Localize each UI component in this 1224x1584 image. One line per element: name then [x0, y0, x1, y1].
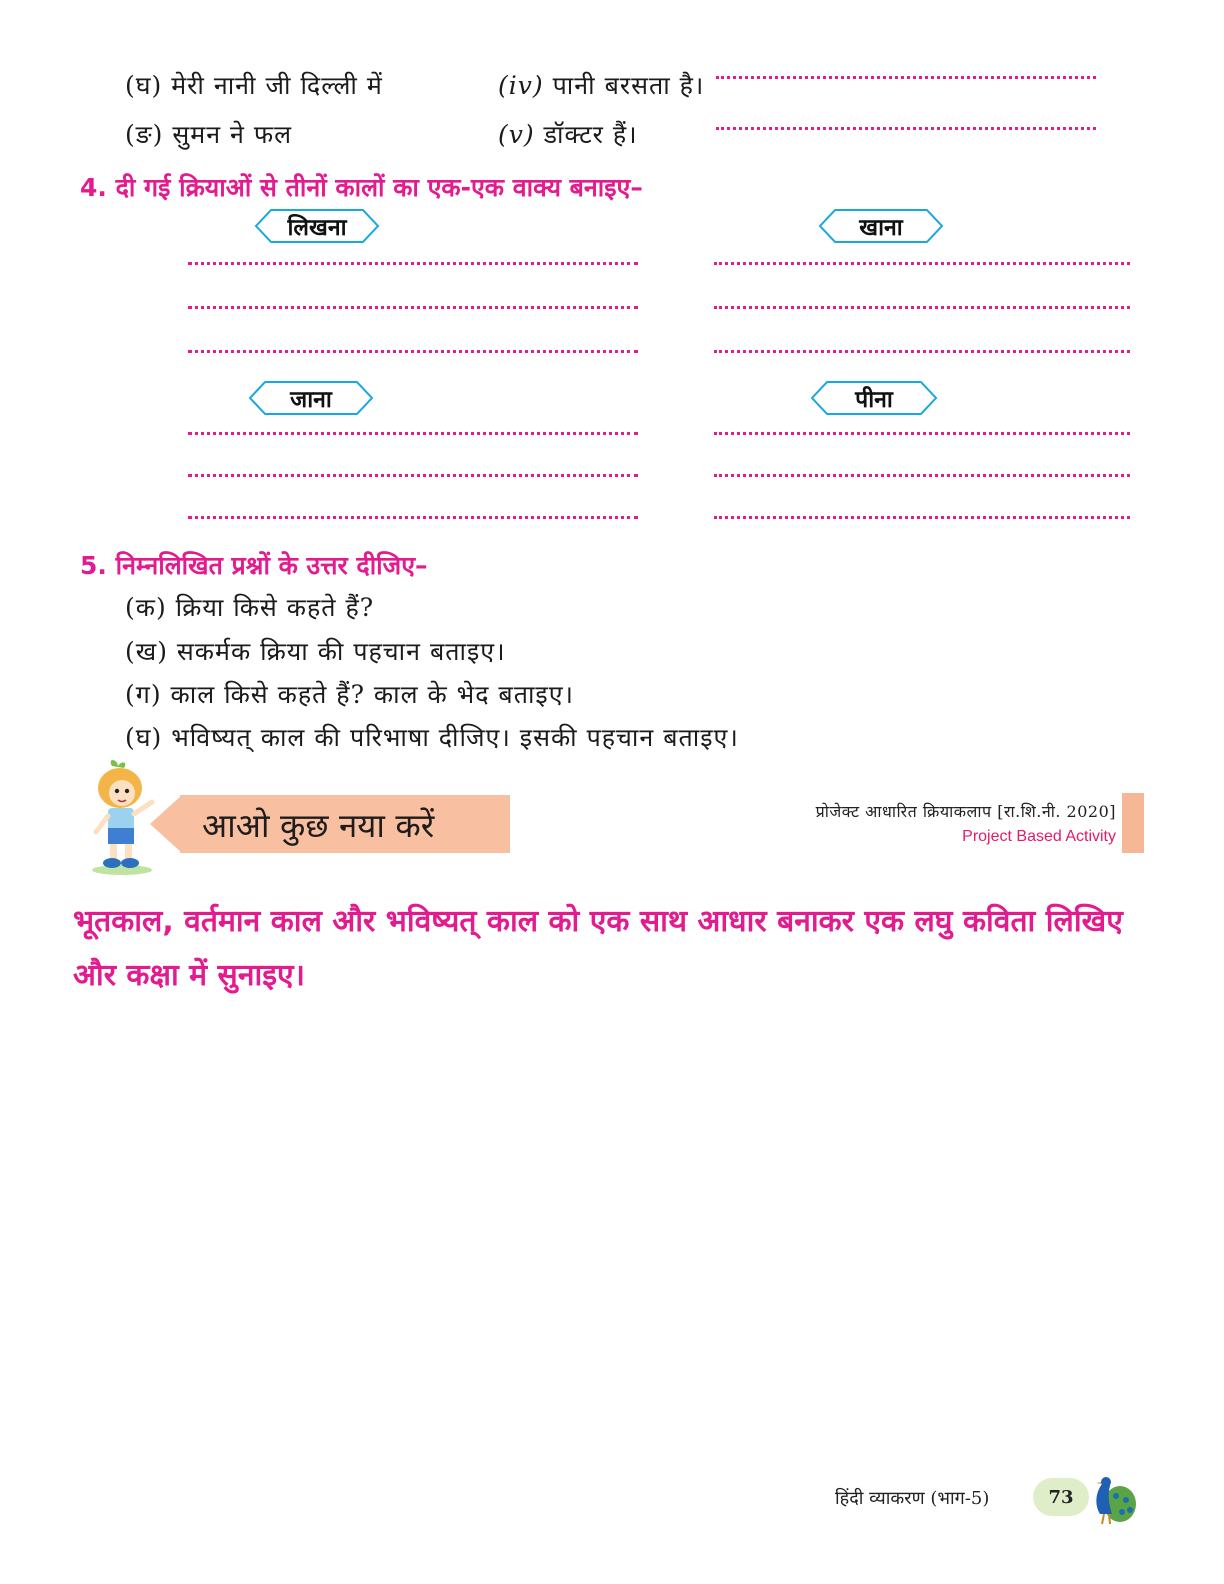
answer-line[interactable] [714, 350, 1130, 353]
answer-line[interactable] [188, 350, 638, 353]
tag-right-chevron-icon [920, 381, 938, 415]
verb-tag-peena [828, 381, 920, 415]
tag-left-chevron-icon [810, 381, 828, 415]
verb-tag-jana [266, 381, 356, 415]
question-4-heading: 4. दी गई क्रियाओं से तीनों कालों का एक-एक वाक्य बनाइए– [80, 173, 643, 202]
project-label-hindi: प्रोजेक्ट आधारित क्रियाकलाप [रा.शि.नी. 2020] [815, 802, 1116, 821]
answer-line[interactable] [188, 516, 638, 519]
tag-right-chevron-icon [356, 381, 374, 415]
tag-left-chevron-icon [254, 209, 272, 243]
verb-tag-khana [836, 209, 926, 243]
answer-line[interactable] [714, 306, 1130, 309]
answer-line[interactable] [714, 474, 1130, 477]
question-5-item-kha: (ख) सकर्मक क्रिया की पहचान बताइए। [125, 637, 506, 666]
book-title: हिंदी व्याकरण (भाग-5) [835, 1488, 990, 1509]
project-activity-text: भूतकाल, वर्तमान काल और भविष्यत् काल को एक साथ आधार बनाकर एक लघु कविता लिखिए और कक्षा में सुनाइए। [73, 904, 1123, 993]
answer-line[interactable] [188, 262, 638, 265]
tag-right-chevron-icon [926, 209, 944, 243]
answer-line[interactable] [716, 127, 1096, 130]
question-5-item-ka: (क) क्रिया किसे कहते हैं? [125, 593, 375, 622]
project-label-accent-bar [1122, 793, 1144, 853]
page-number: 73 [1033, 1478, 1089, 1516]
activity-banner: आओ कुछ नया करें [180, 795, 510, 853]
match-left-gh: (घ) मेरी नानी जी दिल्ली में [125, 71, 383, 100]
question-5-item-ga: (ग) काल किसे कहते हैं? काल के भेद बताइए। [125, 680, 575, 709]
answer-line[interactable] [714, 262, 1130, 265]
answer-line[interactable] [716, 76, 1096, 79]
verb-word: जाना [290, 387, 332, 413]
answer-line[interactable] [188, 474, 638, 477]
verb-word: लिखना [287, 215, 347, 241]
match-mid-text: डॉक्टर हैं। [543, 120, 638, 149]
tag-right-chevron-icon [362, 209, 380, 243]
match-mid-text: पानी बरसता है। [552, 71, 705, 100]
project-label-english: Project Based Activity [962, 828, 1116, 845]
match-mid-iv [498, 68, 704, 102]
match-left-ng: (ङ) सुमन ने फल [125, 120, 293, 149]
tag-left-chevron-icon [248, 381, 266, 415]
verb-word: पीना [855, 387, 893, 413]
verb-word: खाना [859, 215, 903, 241]
answer-line[interactable] [188, 306, 638, 309]
answer-line[interactable] [188, 432, 638, 435]
roman-numeral: (v) [498, 120, 535, 149]
question-5-heading: 5. निम्नलिखित प्रश्नों के उत्तर दीजिए– [80, 551, 428, 580]
peacock-icon [1082, 1470, 1138, 1526]
question-5-item-gha: (घ) भविष्यत् काल की परिभाषा दीजिए। इसकी पहचान बताइए। [125, 723, 739, 752]
match-mid-v [498, 117, 638, 151]
answer-line[interactable] [714, 516, 1130, 519]
banner-arrow-tip-icon [150, 795, 182, 853]
answer-line[interactable] [714, 432, 1130, 435]
verb-tag-likhna [272, 209, 362, 243]
roman-numeral: (iv) [498, 71, 544, 100]
tag-left-chevron-icon [818, 209, 836, 243]
